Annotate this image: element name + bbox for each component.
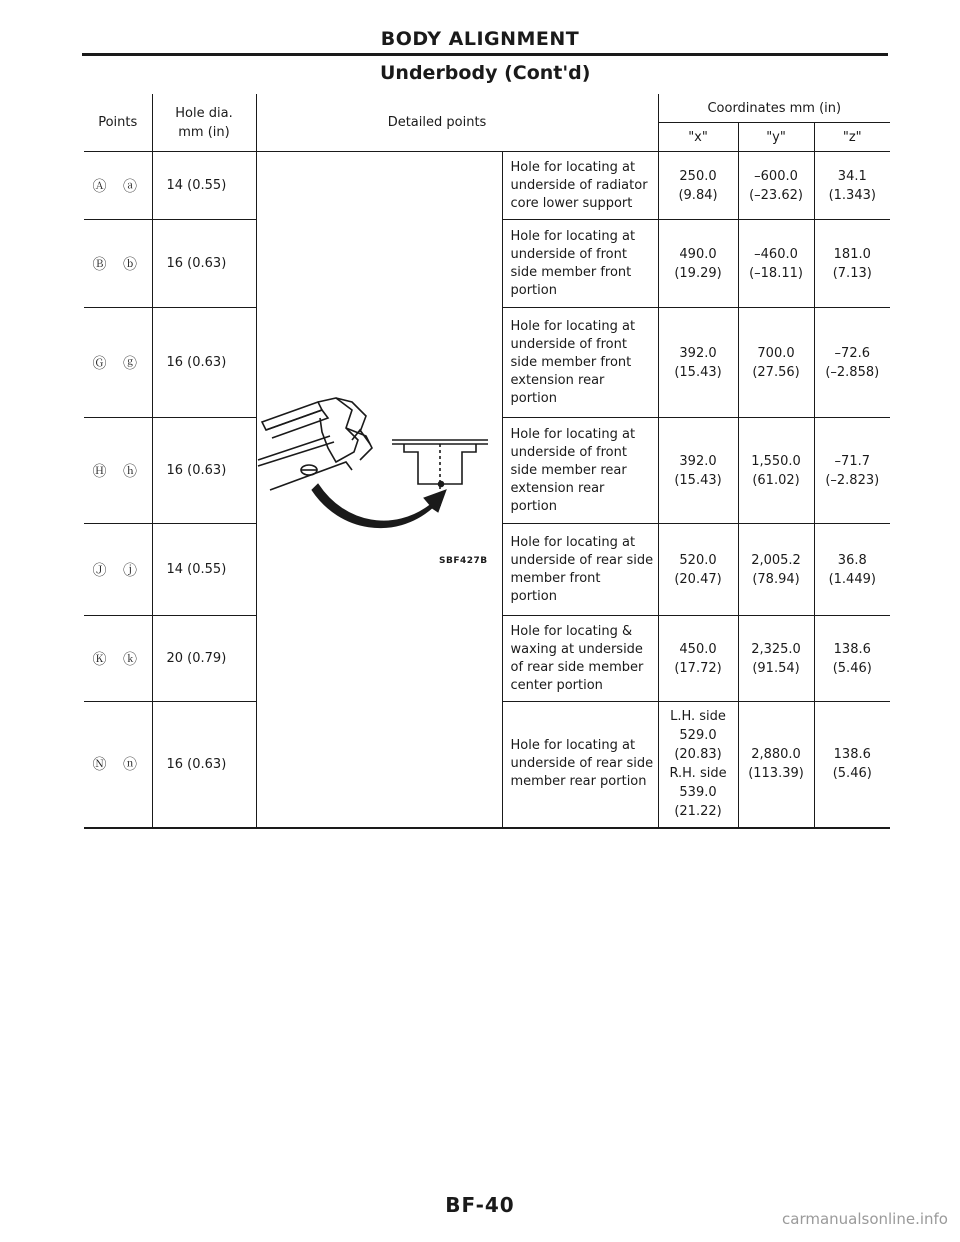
description-line: extension rear	[510, 480, 605, 496]
row-description	[502, 418, 658, 524]
row-hole-dia: 16 (0.63)	[152, 418, 256, 524]
coord-x-line: R.H. side	[669, 766, 727, 782]
description-line: member rear portion	[510, 774, 647, 790]
row-points: Ⓝ ⓝ	[84, 702, 152, 828]
row-points: Ⓗ ⓗ	[84, 418, 152, 524]
row-points: Ⓐ ⓐ	[84, 152, 152, 220]
table-row	[84, 152, 890, 220]
coord-x-line: 490.0	[679, 246, 717, 262]
row-description	[502, 616, 658, 702]
coord-x-line: (20.83)	[674, 747, 722, 763]
description-line: underside of rear side	[510, 552, 654, 568]
coord-y-line: (78.94)	[752, 571, 800, 587]
coord-x-line: 450.0	[679, 641, 717, 657]
description-line: extension rear	[510, 372, 605, 388]
description-line: Hole for locating at	[510, 426, 636, 442]
description-line: underside of front	[510, 336, 627, 352]
title-rule	[82, 53, 888, 56]
coord-x-line: 392.0	[679, 345, 717, 361]
coord-y-line: 1,550.0	[751, 453, 801, 469]
figure-caption: SBF427B	[439, 556, 488, 566]
row-coord-y	[738, 152, 814, 220]
row-points: Ⓚ ⓚ	[84, 616, 152, 702]
row-coord-y	[738, 220, 814, 308]
row-hole-dia: 16 (0.63)	[152, 308, 256, 418]
description-line: Hole for locating at	[510, 228, 636, 244]
row-hole-dia: 14 (0.55)	[152, 524, 256, 616]
row-coord-x	[658, 152, 738, 220]
coord-y-line: (113.39)	[748, 766, 804, 782]
row-description	[502, 152, 658, 220]
coordinates-table	[84, 94, 890, 829]
figure-cell	[256, 152, 502, 828]
page-subtitle: Underbody (Cont'd)	[380, 62, 591, 84]
coord-x-line: (20.47)	[674, 571, 722, 587]
coord-x-line: (9.84)	[678, 187, 718, 203]
row-description	[502, 702, 658, 828]
coord-x-line: L.H. side	[670, 709, 726, 725]
description-line: underside of rear side	[510, 756, 654, 772]
coord-z-line: (5.46)	[832, 660, 872, 676]
coord-z-line: –72.6	[834, 345, 870, 361]
row-coord-x	[658, 220, 738, 308]
header-hole-dia-line2: mm (in)	[178, 124, 230, 140]
row-description	[502, 308, 658, 418]
description-line: portion	[510, 498, 557, 514]
row-coord-z	[814, 418, 890, 524]
description-line: center portion	[510, 677, 603, 693]
coord-z-line: 36.8	[837, 552, 867, 568]
description-line: Hole for locating &	[510, 623, 633, 639]
description-line: side member front	[510, 264, 632, 280]
description-line: Hole for locating at	[510, 159, 636, 175]
row-hole-dia: 20 (0.79)	[152, 616, 256, 702]
coord-x-line: (17.72)	[674, 660, 722, 676]
coord-y-line: 2,005.2	[751, 552, 801, 568]
description-line: underside of front	[510, 444, 627, 460]
description-line: Hole for locating at	[510, 738, 636, 754]
header-hole-dia-line1: Hole dia.	[175, 105, 233, 121]
header-hole-dia	[152, 94, 256, 152]
coord-z-line: –71.7	[834, 453, 870, 469]
coord-y-line: (–23.62)	[749, 187, 803, 203]
page-title: BODY ALIGNMENT	[380, 28, 580, 50]
row-description	[502, 220, 658, 308]
coord-y-line: (27.56)	[752, 364, 800, 380]
coord-z-line: (–2.858)	[825, 364, 880, 380]
coord-z-line: 181.0	[833, 246, 871, 262]
row-coord-z	[814, 616, 890, 702]
header-points: Points	[84, 94, 152, 152]
header-detailed-points: Detailed points	[256, 94, 658, 152]
row-coord-x	[658, 524, 738, 616]
coord-z-line: (5.46)	[832, 766, 872, 782]
description-line: member front	[510, 570, 601, 586]
coord-y-line: (61.02)	[752, 472, 800, 488]
coord-z-line: (7.13)	[832, 265, 872, 281]
coord-x-line: 520.0	[679, 552, 717, 568]
coord-y-line: –600.0	[754, 168, 798, 184]
row-coord-z	[814, 220, 890, 308]
coord-y-line: –460.0	[754, 246, 798, 262]
coord-z-line: (1.343)	[828, 187, 876, 203]
description-line: Hole for locating at	[510, 318, 636, 334]
description-line: waxing at underside	[510, 641, 643, 657]
description-line: underside of front	[510, 246, 627, 262]
coord-y-line: 700.0	[757, 345, 795, 361]
row-coord-y	[738, 418, 814, 524]
description-line: side member rear	[510, 462, 627, 478]
coord-y-line: 2,325.0	[751, 641, 801, 657]
row-hole-dia: 16 (0.63)	[152, 220, 256, 308]
header-x: "x"	[658, 123, 738, 152]
row-hole-dia: 14 (0.55)	[152, 152, 256, 220]
description-line: portion	[510, 282, 557, 298]
row-coord-x	[658, 702, 738, 828]
row-points: Ⓑ ⓑ	[84, 220, 152, 308]
coord-y-line: (–18.11)	[749, 265, 803, 281]
row-coord-x	[658, 308, 738, 418]
coord-x-line: 392.0	[679, 453, 717, 469]
coord-x-line: (19.29)	[674, 265, 722, 281]
description-line: underside of radiator	[510, 177, 648, 193]
page-number: BF-40	[445, 1193, 515, 1217]
coord-x-line: 529.0	[679, 728, 717, 744]
description-line: portion	[510, 390, 557, 406]
row-coord-x	[658, 616, 738, 702]
description-line: core lower support	[510, 195, 633, 211]
row-points: Ⓙ ⓙ	[84, 524, 152, 616]
row-coord-y	[738, 524, 814, 616]
row-coord-z	[814, 524, 890, 616]
coord-x-line: (21.22)	[674, 804, 722, 820]
row-points: Ⓖ ⓖ	[84, 308, 152, 418]
row-coord-y	[738, 308, 814, 418]
row-coord-z	[814, 308, 890, 418]
row-description	[502, 524, 658, 616]
coord-z-line: 138.6	[833, 747, 871, 763]
coord-z-line: 34.1	[837, 168, 867, 184]
coord-z-line: 138.6	[833, 641, 871, 657]
description-line: side member front	[510, 354, 632, 370]
header-y: "y"	[738, 123, 814, 152]
row-hole-dia: 16 (0.63)	[152, 702, 256, 828]
row-coord-y	[738, 702, 814, 828]
description-line: portion	[510, 588, 557, 604]
coord-z-line: (1.449)	[828, 571, 876, 587]
header-z: "z"	[814, 123, 890, 152]
description-line: of rear side member	[510, 659, 644, 675]
coord-z-line: (–2.823)	[825, 472, 880, 488]
row-coord-z	[814, 702, 890, 828]
header-coordinates: Coordinates mm (in)	[707, 100, 842, 116]
row-coord-z	[814, 152, 890, 220]
coord-x-line: (15.43)	[674, 364, 722, 380]
description-line: Hole for locating at	[510, 534, 636, 550]
row-coord-y	[738, 616, 814, 702]
coord-x-line: 539.0	[679, 785, 717, 801]
coord-x-line: 250.0	[679, 168, 717, 184]
coord-x-line: (15.43)	[674, 472, 722, 488]
row-coord-x	[658, 418, 738, 524]
coord-y-line: 2,880.0	[751, 747, 801, 763]
coord-y-line: (91.54)	[752, 660, 800, 676]
watermark: carmanualsonline.info	[782, 1210, 948, 1228]
